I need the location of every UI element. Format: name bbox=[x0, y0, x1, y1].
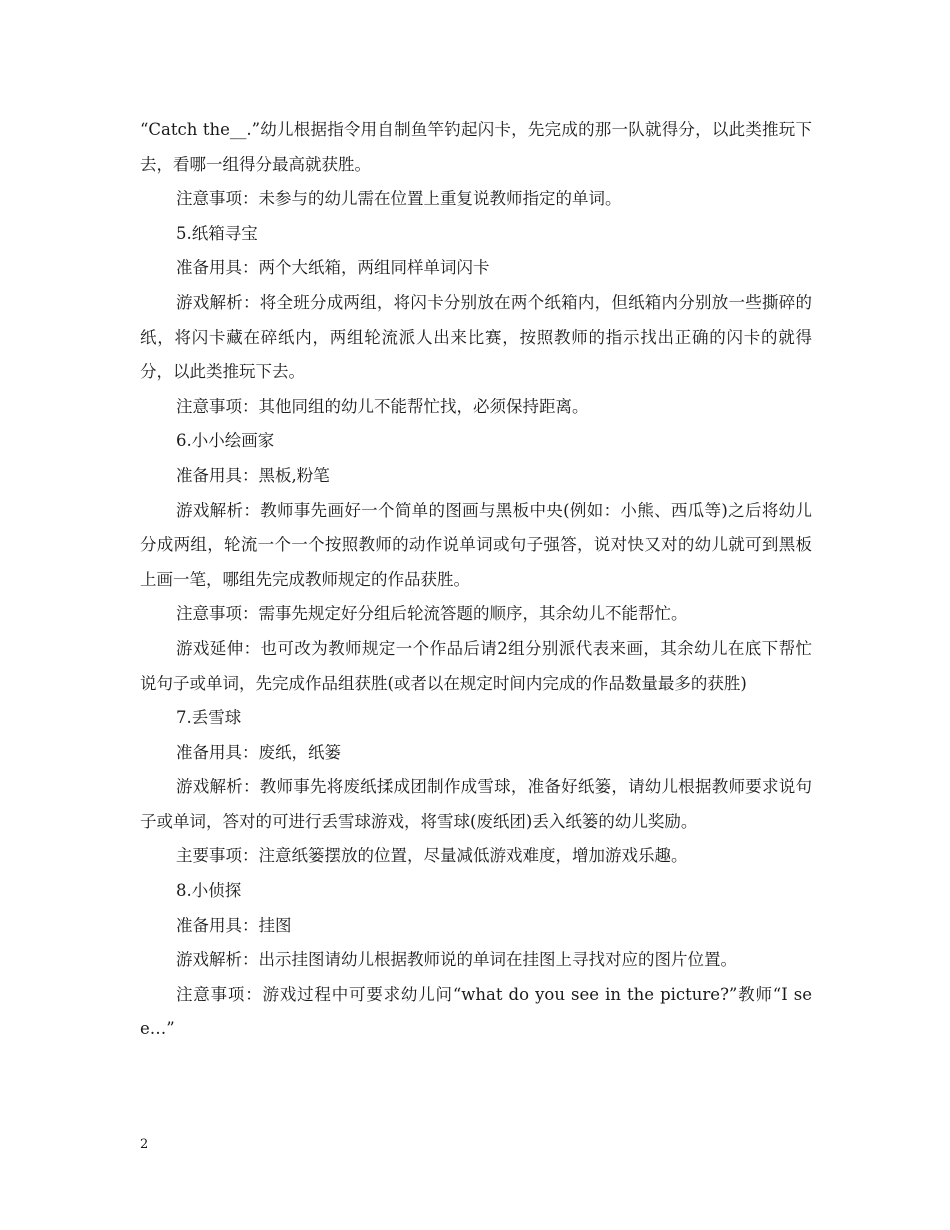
paragraph-materials-carton: 准备用具：两个大纸箱，两组同样单词闪卡 bbox=[176, 258, 490, 278]
paragraph-note-painter: 注意事项：需事先规定好分组后轮流答题的顺序，其余幼儿不能帮忙。 bbox=[176, 604, 688, 624]
page-number: 2 bbox=[140, 1137, 149, 1152]
paragraph-analysis-carton: 游戏解析：将全班分成两组，将闪卡分别放在两个纸箱内，但纸箱内分别放一些撕碎的纸，将闪卡藏在碎纸内，两组轮流派人出来比赛，按照教师的指示找出正确的闪卡的就得分，以此类推玩下去。 bbox=[140, 292, 812, 382]
heading-little-painter: 6.小小绘画家 bbox=[176, 431, 275, 451]
heading-carton-treasure-hunt: 5.纸箱寻宝 bbox=[176, 223, 258, 243]
paragraph-materials-snowball: 准备用具：废纸，纸篓 bbox=[176, 742, 341, 762]
paragraph-analysis-painter: 游戏解析：教师事先画好一个简单的图画与黑板中央(例如：小熊、西瓜等)之后将幼儿分成两组，轮流一个一个按照教师的动作说单词或句子强答，说对快又对的幼儿就可到黑板上画一笔，哪组先完成教师规定的作品获胜。 bbox=[140, 500, 812, 589]
paragraph-note-carton: 注意事项：其他同组的幼儿不能帮忙找，必须保持距离。 bbox=[176, 396, 589, 416]
paragraph-note-detective: 注意事项：游戏过程中可要求幼儿问“what do you see in the picture?”教师“I see…” bbox=[140, 984, 812, 1039]
paragraph-note-repeat-word: 注意事项：未参与的幼儿需在位置上重复说教师指定的单词。 bbox=[176, 189, 622, 209]
paragraph-analysis-snowball: 游戏解析：教师事先将废纸揉成团制作成雪球，准备好纸篓，请幼儿根据教师要求说句子或单词，答对的可进行丢雪球游戏，将雪球(废纸团)丢入纸篓的幼儿奖励。 bbox=[140, 777, 812, 831]
document-body bbox=[140, 113, 812, 1047]
heading-little-detective: 8.小侦探 bbox=[176, 881, 242, 901]
paragraph-note-snowball: 主要事项：注意纸篓摆放的位置，尽量减低游戏难度，增加游戏乐趣。 bbox=[176, 846, 688, 866]
paragraph-materials-painter: 准备用具：黑板,粉笔 bbox=[176, 465, 330, 485]
heading-snowball: 7.丢雪球 bbox=[176, 708, 242, 728]
paragraph-analysis-detective: 游戏解析：出示挂图请幼儿根据教师说的单词在挂图上寻找对应的图片位置。 bbox=[176, 950, 737, 970]
paragraph-materials-detective: 准备用具：挂图 bbox=[176, 915, 292, 935]
paragraph-extension-painter: 游戏延伸：也可改为教师规定一个作品后请2组分别派代表来画，其余幼儿在底下帮忙说句子或单词，先完成作品组获胜(或者以在规定时间内完成的作品数量最多的获胜) bbox=[140, 638, 812, 693]
paragraph-catch-the-rules: “Catch the__.”幼儿根据指令用自制鱼竿钓起闪卡，先完成的那一队就得分，以此类推玩下去，看哪一组得分最高就获胜。 bbox=[140, 120, 812, 174]
